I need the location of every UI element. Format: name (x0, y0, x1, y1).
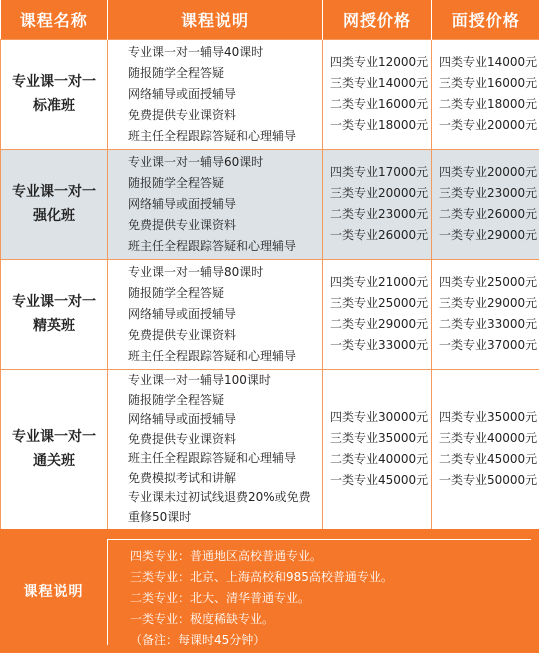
desc-line: 随报随学全程答疑 (128, 175, 225, 190)
desc-line: 网络辅导或面授辅导 (128, 86, 237, 101)
course-desc-cell (108, 369, 323, 529)
price-line: 三类专业20000元 (330, 186, 429, 200)
price-line: 二类专业40000元 (330, 452, 429, 466)
price-line: 三类专业35000元 (330, 431, 429, 445)
offline-price-cell (432, 149, 539, 259)
desc-line: 免费模拟考试和讲解 (128, 470, 237, 485)
price-line: 四类专业17000元 (330, 165, 429, 179)
price-line: 三类专业25000元 (330, 296, 429, 310)
price-line: 四类专业35000元 (439, 410, 538, 424)
course-name-line2: 标准班 (33, 98, 75, 114)
price-line: 四类专业20000元 (439, 165, 538, 179)
desc-line: 专业课一对一辅导40课时 (128, 44, 264, 59)
price-line: 二类专业18000元 (439, 97, 538, 111)
header-online-price: 网授价格 (323, 0, 432, 39)
course-name-line2: 强化班 (33, 208, 75, 224)
price-line: 一类专业50000元 (439, 473, 538, 487)
desc-line: 专业课一对一辅导80课时 (128, 264, 264, 279)
course-name-line1: 专业课一对一 (12, 74, 96, 90)
price-line: 三类专业16000元 (439, 76, 538, 90)
header-course-name: 课程名称 (1, 0, 108, 39)
desc-line: 网络辅导或面授辅导 (128, 412, 237, 426)
price-line: 二类专业45000元 (439, 452, 538, 466)
course-notes-list (107, 539, 531, 645)
desc-line: 网络辅导或面授辅导 (128, 306, 237, 321)
price-line: 二类专业23000元 (330, 207, 429, 221)
desc-line: 免费提供专业课资料 (128, 327, 237, 342)
note-line: 三类专业：北京、上海高校和985高校普通专业。 (130, 570, 393, 584)
desc-line: 随报随学全程答疑 (128, 392, 225, 407)
note-line: 一类专业：极度稀缺专业。 (130, 612, 275, 626)
note-line: （备注：每课时45分钟） (130, 633, 266, 647)
desc-line: 专业课未过初试线退费20%或免费 (128, 490, 311, 504)
course-name-cell (1, 259, 108, 369)
price-line: 二类专业33000元 (439, 317, 538, 331)
price-line: 二类专业16000元 (330, 97, 429, 111)
price-line: 一类专业20000元 (439, 118, 538, 132)
desc-line: 专业课一对一辅导100课时 (128, 373, 271, 387)
price-line: 四类专业30000元 (330, 410, 429, 424)
price-line: 一类专业33000元 (330, 338, 429, 352)
course-notes-footer (0, 529, 539, 653)
price-line: 四类专业12000元 (330, 55, 429, 69)
table-row-standard (1, 39, 539, 149)
price-line: 三类专业40000元 (439, 431, 538, 445)
price-line: 二类专业26000元 (439, 207, 538, 221)
header-course-description: 课程说明 (108, 0, 323, 39)
desc-line: 班主任全程跟踪答疑和心理辅导 (128, 451, 297, 465)
course-name-line1: 专业课一对一 (12, 294, 96, 310)
table-row-intensive (1, 149, 539, 259)
desc-line: 随报随学全程答疑 (128, 65, 225, 80)
header-offline-price: 面授价格 (432, 0, 539, 39)
price-line: 三类专业14000元 (330, 76, 429, 90)
course-name-line1: 专业课一对一 (12, 429, 96, 445)
desc-line: 免费提供专业课资料 (128, 431, 237, 446)
course-name-cell (1, 369, 108, 529)
note-line: 四类专业：普通地区高校普通专业。 (130, 549, 323, 563)
course-desc-cell (108, 149, 323, 259)
offline-price-cell (432, 259, 539, 369)
course-name-line2: 精英班 (33, 318, 75, 334)
price-line: 一类专业37000元 (439, 338, 538, 352)
table-header-row (1, 0, 539, 39)
online-price-cell (323, 39, 432, 149)
online-price-cell (323, 259, 432, 369)
desc-line: 免费提供专业课资料 (128, 107, 237, 122)
table-row-elite (1, 259, 539, 369)
course-name-cell (1, 149, 108, 259)
desc-line: 班主任全程跟踪答疑和心理辅导 (128, 348, 297, 363)
course-desc-cell (108, 259, 323, 369)
course-name-line1: 专业课一对一 (12, 184, 96, 200)
price-line: 一类专业45000元 (330, 473, 429, 487)
price-line: 三类专业23000元 (439, 186, 538, 200)
online-price-cell (323, 149, 432, 259)
desc-line: 免费提供专业课资料 (128, 217, 237, 232)
course-name-line2: 通关班 (33, 453, 75, 469)
price-line: 四类专业21000元 (330, 275, 429, 289)
price-line: 一类专业18000元 (330, 118, 429, 132)
desc-line: 班主任全程跟踪答疑和心理辅导 (128, 238, 297, 253)
table-row-pass-guarantee (1, 369, 539, 529)
offline-price-cell (432, 39, 539, 149)
price-line: 三类专业29000元 (439, 296, 538, 310)
desc-line: 随报随学全程答疑 (128, 285, 225, 300)
course-notes-label: 课程说明 (23, 584, 84, 600)
note-line: 二类专业：北大、清华普通专业。 (130, 591, 311, 605)
price-line: 一类专业26000元 (330, 228, 429, 242)
course-desc-cell (108, 39, 323, 149)
desc-line: 专业课一对一辅导60课时 (128, 154, 264, 169)
desc-line: 重修50课时 (128, 509, 192, 524)
course-name-cell (1, 39, 108, 149)
desc-line: 班主任全程跟踪答疑和心理辅导 (128, 128, 297, 143)
price-line: 一类专业29000元 (439, 228, 538, 242)
price-line: 四类专业25000元 (439, 275, 538, 289)
price-line: 二类专业29000元 (330, 317, 429, 331)
online-price-cell (323, 369, 432, 529)
price-line: 四类专业14000元 (439, 55, 538, 69)
desc-line: 网络辅导或面授辅导 (128, 196, 237, 211)
offline-price-cell (432, 369, 539, 529)
